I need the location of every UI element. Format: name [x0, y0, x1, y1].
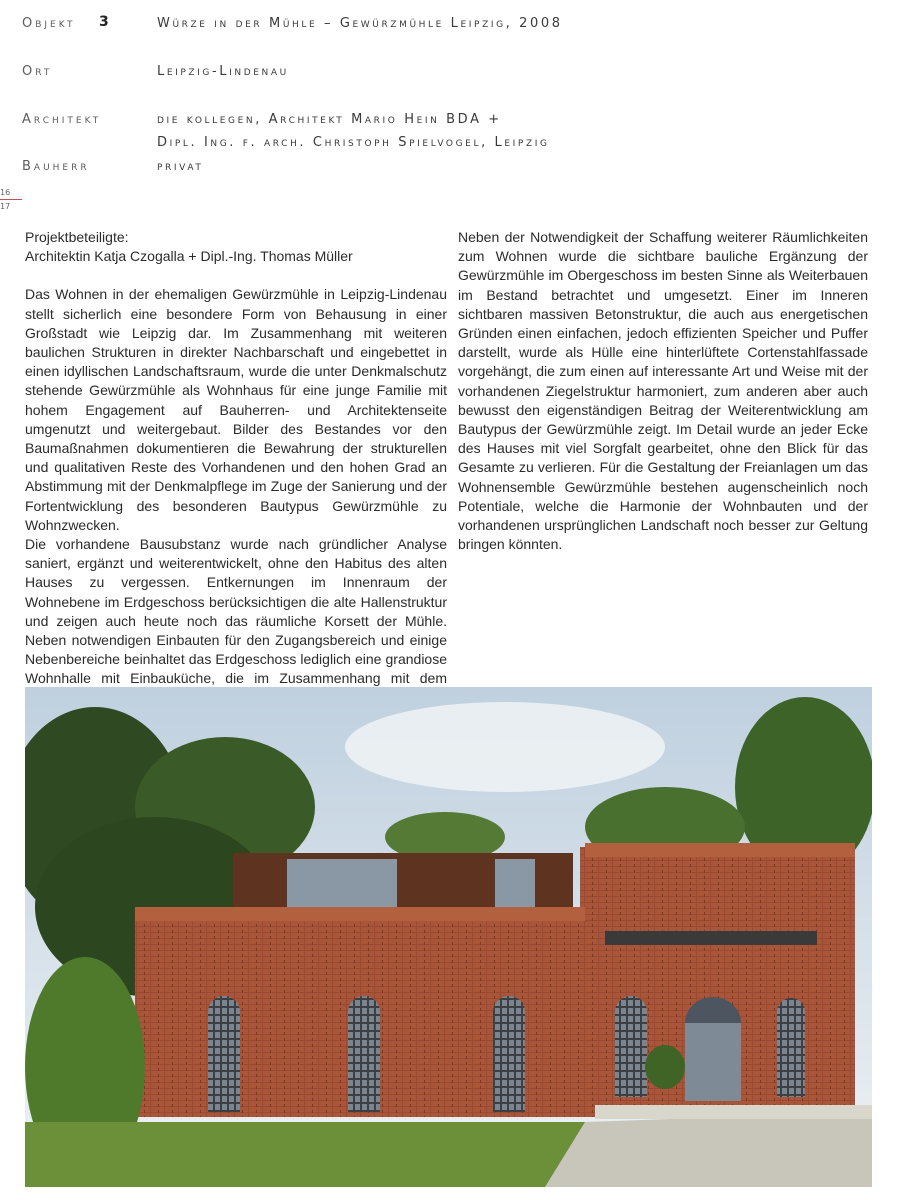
page-number-left: 16 [0, 188, 11, 197]
paragraph-2: Die vorhandene Bausubstanz wurde nach gründlicher Analyse saniert, ergänzt und weiterentwickelt, ohne den Habitus des alten Hauses zu vergessen. Entkernungen im Innenraum der Wohnebene im Erdgeschoss berücksichtigen die alte Hallenstruktur und zeigen auch heute noch das räumliche Korsett der Mühle. Neben notwendigen Einbauten für den Zugangsbereich und einige Nebenbereiche beinhaltet das Erdgeschoss lediglich eine grandiose Wohnhalle mit Einbauküche, die im Zusammenhang mit dem [25, 536, 447, 687]
article-title: Würze in der Mühle – Gewürzmühle Leipzig, 2008 [157, 16, 563, 31]
participants-label: Projektbeteiligte: [25, 229, 129, 245]
paragraph-3: Neben der Notwendigkeit der Schaffung weiterer Räumlichkeiten zum Wohnen wurde die sichtbare bauliche Ergänzung der Gewürzmühle im Obergeschoss im besten Sinne als Weiterbauen im Bestand betrachtet und umgesetzt. Einer im Inneren sichtbaren massiven Betonstruktur, die auch aus energetischen Gründen einen einfachen, jedoch effizienten Speicher und Puffer darstellt, wurde als Hülle eine hinterlüftete Cortenstahlfassade vorgehängt, die zum einen auf interessante Art und Weise mit der vorhandenen Ziegelstruktur harmoniert, zum anderen aber auch bewusst den eigenständigen Beitrag der Weiterentwicklung am Bautypus der Gewürzmühle zeigt. Im Detail wurde an jeder Ecke des Hauses mit viel Sorgfalt gearbeitet, ohne den Blick für das Gesamte zu verlieren. Für die Gestaltung der Freianlagen um das Wohnensemble Gewürzmühle bestehen augenscheinlich noch Potentiale, welche die Harmonie der Wohnbauten und der vorhandenen ursprünglichen Landschaft noch besser zur Geltung bringen könnten. [458, 229, 868, 553]
location-label: Ort [22, 64, 53, 79]
building-photo [25, 687, 872, 1187]
participants-value: Architektin Katja Czogalla + Dipl.-Ing. Thomas Müller [25, 248, 353, 265]
client-label: Bauherr [22, 159, 90, 174]
architect-line2: Dipl. Ing. f. arch. Christoph Spielvogel, Leipzig [157, 135, 550, 150]
building-photo-icon [25, 687, 872, 1187]
architect-line1: die kollegen, Architekt Mario Hein BDA + [157, 112, 502, 127]
location-value: Leipzig-Lindenau [157, 64, 289, 79]
client-value: privat [157, 159, 204, 174]
text-column-right [458, 228, 868, 554]
architect-label: Architekt [22, 112, 102, 127]
object-number: 3 [99, 14, 109, 30]
object-label: Objekt [22, 16, 76, 31]
page-number-divider [0, 199, 22, 200]
page-number-right: 17 [0, 202, 11, 211]
text-column-left [25, 228, 447, 746]
paragraph-1: Das Wohnen in der ehemaligen Gewürzmühle in Leipzig-Lindenau stellt sicherlich eine besondere Form von Behausung in einer Großstadt wie Leipzig dar. Im Zusammenhang mit weiteren baulichen Strukturen in direkter Nachbarschaft und eingebettet in einen idyllischen Landschaftsraum, wurde die unter Denkmalschutz stehende Gewürzmühle als Wohnhaus für eine junge Familie mit hohem Engagement auf Bauherren- und Architektenseite umgenutzt und weitergebaut. Bilder des Bestandes vor den Baumaßnahmen dokumentieren die Bewahrung der strukturellen und qualitativen Reste des Vorhandenen und den hohen Grad an Abstimmung mit der Denkmalpflege im Zuge der Sanierung und der Fortentwicklung des besonderen Bautypus Gewürzmühle zu Wohnzwecken. [25, 286, 447, 533]
